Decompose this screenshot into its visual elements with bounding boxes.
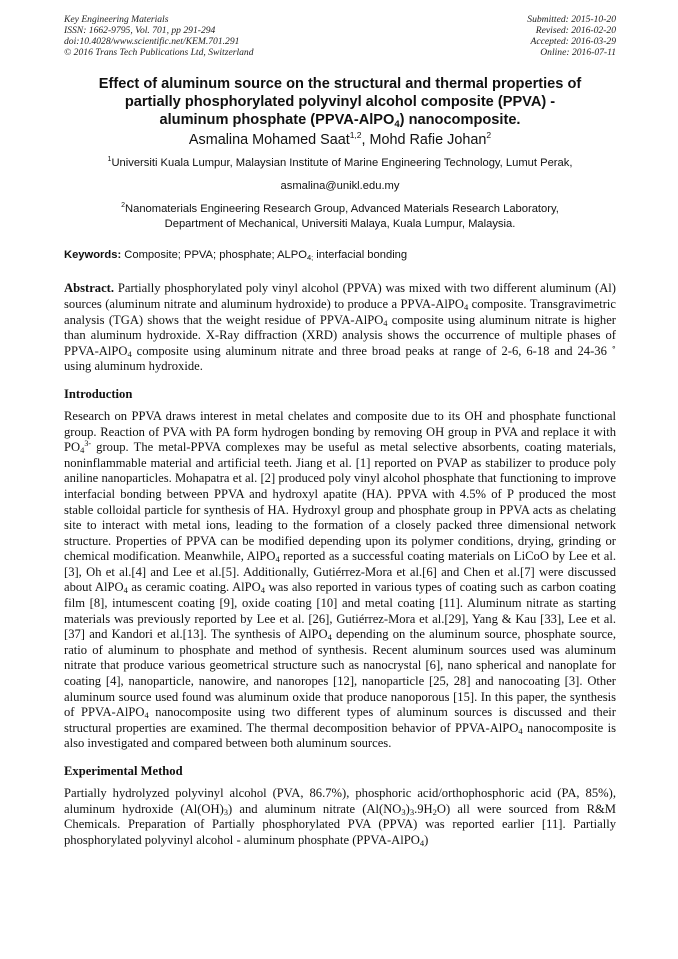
experimental-paragraph: Partially hydrolyzed polyvinyl alcohol (PVA, 86.7%), phosphoric acid/orthophosphoric acid (PA, 85%), aluminum hydroxide $(Al(OH)_3)$ and aluminum nitrate $(Al(NO_3)_3.9H_2O)$ all were sourced from R&M Chemicals. Preparation of Partially phosphorylated PVA (PPVA) was reported earlier [11]. Partially phosphorylated polyvinyl alcohol - aluminum phosphate (PPVA-AlPO$_4$) — [64, 786, 616, 848]
introduction-paragraph: Research on PPVA draws interest in metal chelates and composite due to its OH and phosphate functional group. Reaction of PVA with PA form hydrogen bonding by removing OH group in PVA and replace it with $PO_4^{3-}$ group. The metal-PPVA complexes may be useful as metal selective absorbents, coating materials, noninflammable material and artificial teeth. Jiang et al. [1] reported on PVAP as stabilizer to produce poly aniline nanoparticles. Mohapatra et al. [2] produced poly vinyl alcohol phosphate that functioning to improve interfacial bonding between PPVA and hydroxyl apatite (HA). PPVA with 4.5% of P produced the most stable colloidal particle for synthesis of HA. Hydroxyl group and phosphate group in PPVA acts as chelating site to interact with metal ions, leading to the formation of a closely packed three dimensional network structure. Properties of PPVA can be modified depending upon its polymer conditions, drying, grinding or chemical modification. Meanwhile, AlPO$_4$ reported as a successful coating materials on LiCoO by Lee et al.[3], Oh et al.[4] and Lee et al.[5]. Additionally, Gutiérrez-Mora et al.[6] and Chen et al.[7] were discussed about AlPO$_4$ as ceramic coating. AlPO$_4$ was also reported in various types of coating such as carbon coating film [8], intumescent coating [9], oxide coating [10] and metal coating [11]. Aluminum nitrate as starting materials was previously reported by Lee et al. [26], Gutiérrez-Mora et al.[29], Yang & Kau [33], Lee et al.[37] and Kandori et al.[13]. The synthesis of AlPO$_4$ depending on the aluminum source, phosphate source, ratio of aluminum to phosphate and method of synthesis. Recent aluminum sources used was aluminum nitrate that produce various geometrical structure such as nanocrystal [6], nano spherical and nanoplate for coating [4], nanoparticle, nanowire, and nanoropes [12], nanoparticle [25, 28] and nanocoating [3]. Other aluminum source used found was aluminum oxide that produce nanoporous [15]. In this paper, the synthesis of PPVA-AlPO$_4$ nanocomposite using two different types of aluminum sources is discussed and their structural properties are examined. The thermal decomposition behavior of PPVA-AlPO$_4$ nanocomposite is also investigated and compared between both aluminum sources. — [64, 408, 617, 751]
keywords-label: Keywords: — [64, 249, 122, 262]
paper-page — [64, 14, 616, 848]
title-line-2: partially phosphorylated polyvinyl alcohol composite (PPVA) - — [124, 94, 556, 110]
section-heading-experimental: Experimental Method — [64, 764, 183, 778]
journal-issn: ISSN: 1662-9795, Vol. 701, pp 291-294 — [64, 25, 216, 36]
abstract: Abstract. Partially phosphorylated poly vinyl alcohol (PPVA) was mixed with two different aluminum (Al) sources (aluminum nitrate and aluminum hydroxide) to produce a PPVA-AlPO$_4$ composite. Transgravimetric analysis (TGA) shows that the weight residue of PPVA-AlPO$_4$ composite using aluminum nitrate is higher than aluminum hydroxide. X-Ray diffraction (XRD) analysis shows the occurrence of multiple phases of PPVA-AlPO$_4$ composite using aluminum nitrate and three broad peaks at range of 2-6, 6-18 and 24-36 ˚ using aluminum hydroxide. — [64, 281, 616, 374]
author-name: Asmalina Mohamed Saat — [188, 132, 350, 148]
author-email[interactable]: asmalina@unikl.edu.my — [280, 179, 400, 192]
journal-doi: doi:10.4028/www.scientific.net/KEM.701.291 — [64, 36, 240, 47]
paper-title — [64, 75, 616, 129]
date-online: Online: 2016-07-11 — [540, 47, 616, 58]
date-accepted: Accepted: 2016-03-29 — [530, 36, 616, 47]
affiliation-1: $^1$Universiti Kuala Lumpur, Malaysian Institute of Marine Engineering Technology, Lumut Perak, — [107, 156, 573, 169]
title-line-1: Effect of aluminum source on the structural and thermal properties of — [98, 76, 582, 92]
publication-dates — [527, 14, 616, 58]
abstract-label: Abstract. — [64, 281, 115, 296]
keywords: Keywords: Composite; PPVA; phosphate; $ALPO_{4;}$ interfacial bonding — [64, 249, 408, 263]
section-heading-introduction: Introduction — [64, 386, 133, 401]
affiliation-2: $^2$Nanomaterials Engineering Research Group, Advanced Materials Research Laboratory, Department of Mechanical, Universiti Malaya, Kuala Lumpur, Malaysia. — [121, 202, 559, 230]
journal-name: Key Engineering Materials — [64, 14, 169, 25]
date-submitted: Submitted: 2015-10-20 — [527, 14, 616, 25]
journal-info — [64, 14, 254, 58]
author-name: Mohd Rafie Johan — [369, 132, 487, 148]
date-revised: Revised: 2016-02-20 — [535, 25, 616, 36]
title-line-3: aluminum phosphate (PPVA-AlPO$_4$) nanocomposite. — [159, 112, 521, 130]
journal-copyright: © 2016 Trans Tech Publications Ltd, Switzerland — [64, 47, 254, 58]
author-list: Asmalina Mohamed Saat$^{1,2}$, Mohd Rafie Johan$^2$ — [188, 130, 492, 148]
journal-header — [64, 14, 616, 58]
